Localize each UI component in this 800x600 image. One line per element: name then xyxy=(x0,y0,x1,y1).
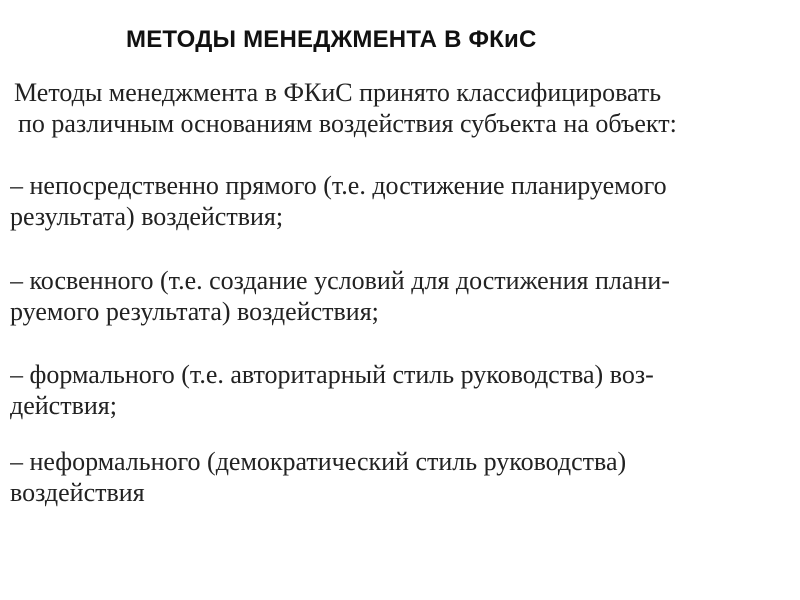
list-item-line-2: действия; xyxy=(10,391,117,420)
list-item-informal xyxy=(10,446,796,508)
intro-line-2: по различным основаниям воздействия субъекта на объект: xyxy=(18,109,677,138)
list-item-formal xyxy=(10,359,796,421)
list-item-line-2: руемого результата) воздействия; xyxy=(10,297,379,326)
list-item-line-2: результата) воздействия; xyxy=(10,202,284,231)
intro-line-1: Методы менеджмента в ФКиС принято классифицировать xyxy=(14,78,662,107)
list-item-line-1: – косвенного (т.е. создание условий для достижения плани- xyxy=(10,266,670,295)
list-item-line-1: – формального (т.е. авторитарный стиль руководства) воз- xyxy=(10,360,654,389)
intro-paragraph xyxy=(14,77,800,139)
list-item-line-1: – неформального (демократический стиль руководства) xyxy=(10,447,627,476)
list-item-direct xyxy=(10,170,796,232)
list-item-line-1: – непосредственно прямого (т.е. достижение планируемого xyxy=(10,171,667,200)
slide-title: МЕТОДЫ МЕНЕДЖМЕНТА В ФКиС xyxy=(126,26,537,53)
list-item-indirect xyxy=(10,265,796,327)
list-item-line-2: воздействия xyxy=(10,478,145,507)
